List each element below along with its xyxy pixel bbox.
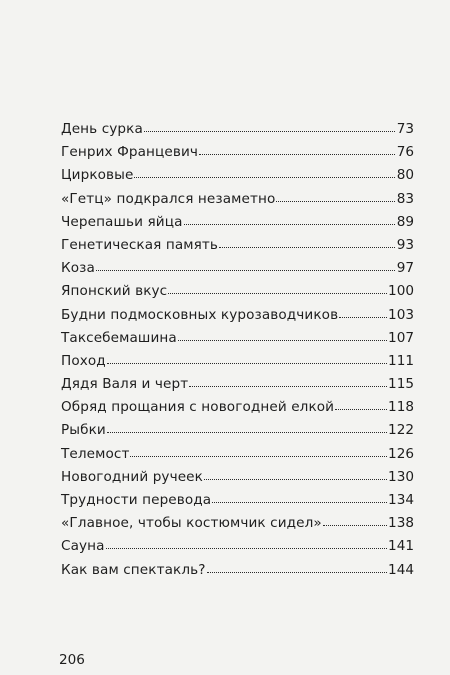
dot-leader	[168, 283, 387, 294]
toc-entry-title: Будни подмосковных курозаводчиков	[61, 306, 339, 323]
toc-entry	[61, 188, 414, 211]
toc-entry	[61, 118, 414, 141]
toc-entry-page: 122	[388, 422, 414, 439]
dot-leader	[335, 399, 387, 410]
toc-entry-title: Таксебемашина	[61, 329, 177, 346]
toc-entry-page: 80	[396, 167, 414, 184]
toc-entry	[61, 164, 414, 187]
toc-entry-page: 111	[388, 352, 414, 369]
toc-entry-page: 100	[388, 283, 414, 300]
dot-leader	[189, 376, 387, 387]
toc-entry	[61, 396, 414, 419]
dot-leader	[184, 214, 396, 225]
dot-leader	[276, 191, 395, 202]
dot-leader	[144, 121, 395, 132]
toc-entry-page: 130	[388, 468, 414, 485]
toc-entry	[61, 559, 414, 582]
dot-leader	[107, 422, 387, 433]
toc-entry	[61, 373, 414, 396]
toc-entry-title: Трудности перевода	[61, 492, 212, 508]
toc-entry-title: «Главное, чтобы костюмчик сидел»	[61, 515, 322, 532]
toc-entry-title: Дядя Валя и черт	[61, 376, 189, 393]
toc-entry-page: 138	[388, 515, 414, 532]
toc-entry	[61, 443, 414, 466]
toc-entry	[61, 489, 414, 512]
dot-leader	[134, 167, 395, 178]
toc-entry	[61, 257, 414, 280]
dot-leader	[106, 538, 387, 549]
toc-entry-title: День сурка	[61, 121, 143, 137]
toc-entry-title: Генетическая память	[61, 236, 219, 253]
toc-entry-page: 93	[396, 236, 414, 253]
toc-entry-page: 89	[396, 213, 414, 230]
toc-entry-title: Черепашьи яйца	[61, 213, 183, 230]
toc-entry-page: 126	[388, 445, 414, 462]
toc-entry-page: 107	[388, 329, 414, 346]
dot-leader	[207, 562, 388, 573]
toc-entry-title: Рыбки	[61, 422, 106, 439]
toc-entry	[61, 327, 414, 350]
toc-entry-title: Как вам спектакль?	[61, 561, 206, 578]
toc-entry-title: Сауна	[61, 538, 105, 555]
toc-entry-page: 134	[388, 492, 414, 508]
dot-leader	[96, 260, 395, 271]
dot-leader	[323, 515, 387, 526]
toc-entry-title: Телемост	[61, 445, 130, 462]
toc-entry	[61, 419, 414, 442]
dot-leader	[178, 330, 387, 341]
dot-leader	[219, 237, 395, 248]
toc-entry	[61, 234, 414, 257]
dot-leader	[204, 469, 387, 480]
table-of-contents	[61, 118, 414, 582]
toc-entry-title: Коза	[61, 260, 95, 277]
toc-entry-title: «Гетц» подкрался незаметно	[61, 190, 276, 207]
toc-entry-page: 141	[388, 538, 414, 555]
toc-entry-page: 73	[396, 121, 414, 137]
toc-entry-title: Цирковые	[61, 167, 134, 184]
toc-entry	[61, 466, 414, 489]
toc-entry-title: Поход	[61, 352, 106, 369]
toc-entry-page: 76	[396, 144, 414, 161]
toc-entry-page: 115	[388, 376, 414, 393]
dot-leader	[212, 492, 387, 503]
toc-entry-page: 103	[388, 306, 414, 323]
toc-entry	[61, 211, 414, 234]
toc-entry	[61, 535, 414, 558]
dot-leader	[107, 353, 387, 364]
toc-entry-title: Новогодний ручеек	[61, 468, 203, 485]
toc-entry-page: 83	[396, 190, 414, 207]
toc-entry	[61, 304, 414, 327]
page-number: 206	[59, 652, 85, 668]
toc-entry-title: Генрих Францевич	[61, 144, 199, 161]
toc-entry	[61, 512, 414, 535]
toc-entry	[61, 141, 414, 164]
toc-entry-page: 97	[396, 260, 414, 277]
toc-entry	[61, 350, 414, 373]
toc-entry-page: 118	[388, 399, 414, 416]
toc-entry-page: 144	[388, 561, 414, 578]
dot-leader	[130, 446, 387, 457]
toc-entry	[61, 280, 414, 303]
toc-entry-title: Обряд прощания с новогодней елкой	[61, 399, 335, 416]
dot-leader	[339, 307, 387, 318]
dot-leader	[199, 144, 395, 155]
toc-entry-title: Японский вкус	[61, 283, 168, 300]
